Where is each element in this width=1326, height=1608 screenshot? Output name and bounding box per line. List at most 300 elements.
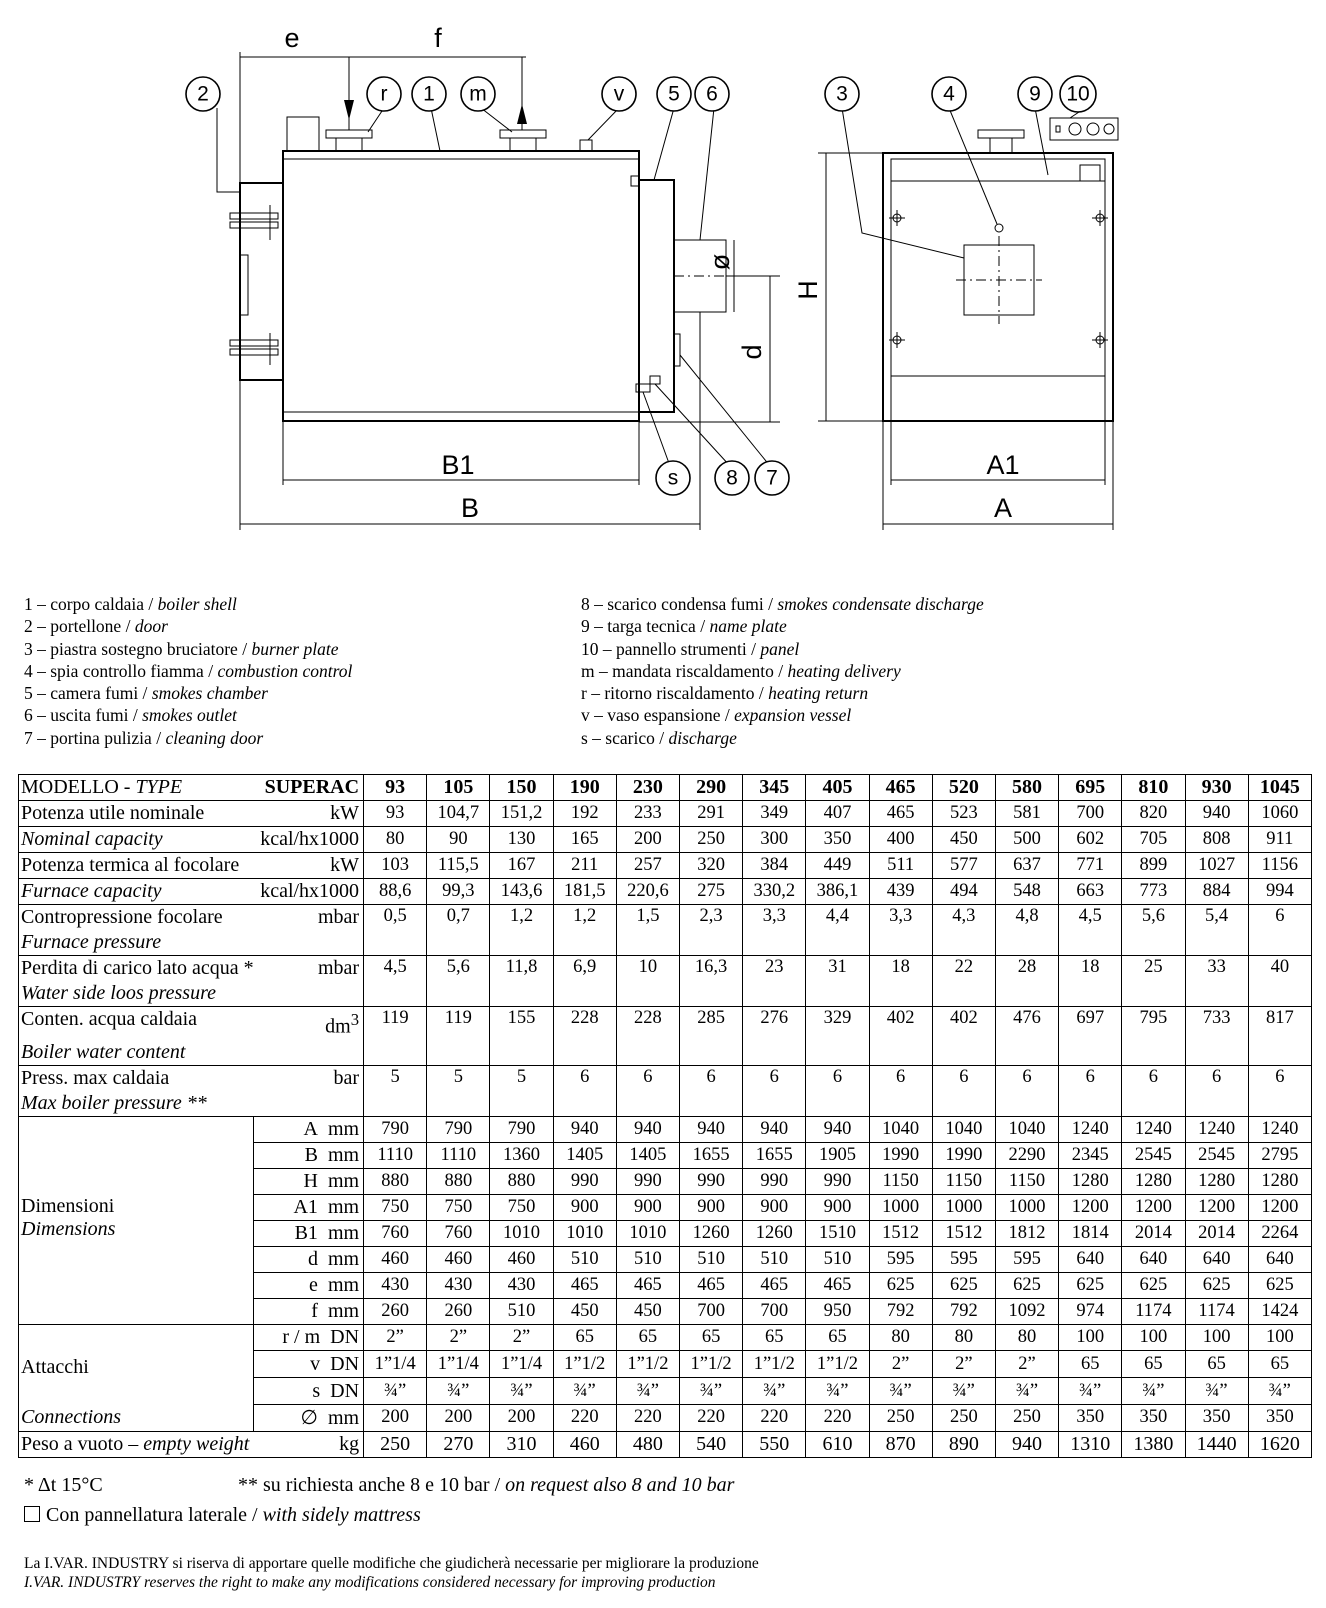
- table-cell: 1”1/4: [490, 1351, 553, 1378]
- row-label: r / m DN: [253, 1324, 363, 1351]
- table-cell: 220: [680, 1404, 743, 1431]
- table-cell: 1280: [1248, 1168, 1311, 1194]
- table-cell: 1200: [1248, 1194, 1311, 1220]
- legend-item: 1 – corpo caldaia / boiler shell: [24, 594, 237, 614]
- table-cell: 1010: [490, 1220, 553, 1246]
- table-cell: 880: [427, 1168, 490, 1194]
- callout-2: [186, 77, 220, 111]
- table-cell: 0,5: [364, 905, 427, 956]
- table-cell: 65: [1248, 1351, 1311, 1378]
- legend-right-column: [581, 593, 984, 749]
- table-cell: 1990: [932, 1142, 995, 1168]
- dim-h-label: H: [793, 280, 823, 300]
- table-cell: 3,3: [869, 905, 932, 956]
- table-cell: 1200: [1122, 1194, 1185, 1220]
- table-cell: 602: [1059, 827, 1122, 853]
- disclaimer: [24, 1554, 759, 1592]
- table-cell: 1200: [1059, 1194, 1122, 1220]
- table-cell: 1200: [1185, 1194, 1248, 1220]
- table-cell: 65: [1059, 1351, 1122, 1378]
- legend-item: m – mandata riscaldamento / heating delivery: [581, 660, 901, 681]
- model-header: 580: [995, 775, 1058, 801]
- table-cell: 386,1: [806, 879, 869, 905]
- table-cell: 899: [1122, 853, 1185, 879]
- table-cell: 940: [995, 1431, 1058, 1457]
- table-cell: 233: [616, 801, 679, 827]
- table-cell: 900: [616, 1194, 679, 1220]
- table-cell: 1150: [995, 1168, 1058, 1194]
- table-cell: 1”1/2: [553, 1351, 616, 1378]
- table-cell: 700: [743, 1298, 806, 1324]
- table-cell: 65: [680, 1324, 743, 1351]
- table-cell: 540: [680, 1431, 743, 1457]
- technical-drawing: [0, 0, 1326, 560]
- table-cell: 640: [1059, 1246, 1122, 1272]
- table-cell: 65: [743, 1324, 806, 1351]
- table-cell: 950: [806, 1298, 869, 1324]
- callout-s: [656, 461, 690, 495]
- model-header: 345: [743, 775, 806, 801]
- table-cell: 577: [932, 853, 995, 879]
- table-cell: 2”: [427, 1324, 490, 1351]
- table-cell: 733: [1185, 1007, 1248, 1066]
- table-cell: 890: [932, 1431, 995, 1457]
- table-cell: 1010: [553, 1220, 616, 1246]
- table-cell: 511: [869, 853, 932, 879]
- table-cell: 625: [869, 1272, 932, 1298]
- table-cell: 808: [1185, 827, 1248, 853]
- table-cell: 817: [1248, 1007, 1311, 1066]
- table-cell: 510: [616, 1246, 679, 1272]
- table-cell: 260: [364, 1298, 427, 1324]
- table-cell: 4,3: [932, 905, 995, 956]
- callout-5: [657, 77, 691, 111]
- table-cell: 400: [869, 827, 932, 853]
- table-cell: 5: [427, 1065, 490, 1116]
- table-cell: 700: [1059, 801, 1122, 827]
- row-label: A1 mm: [253, 1194, 363, 1220]
- table-cell: 407: [806, 801, 869, 827]
- table-cell: 6: [1059, 1065, 1122, 1116]
- table-cell: 350: [1185, 1404, 1248, 1431]
- table-cell: 637: [995, 853, 1058, 879]
- table-cell: 595: [869, 1246, 932, 1272]
- table-cell: 119: [427, 1007, 490, 1066]
- row-label: Potenza termica al focolare kW: [19, 853, 364, 879]
- row-label: A mm: [253, 1116, 363, 1142]
- table-cell: 285: [680, 1007, 743, 1066]
- table-row: [19, 801, 1312, 827]
- table-cell: 143,6: [490, 879, 553, 905]
- table-cell: ¾”: [1122, 1378, 1185, 1405]
- table-cell: 220: [806, 1404, 869, 1431]
- table-cell: 6: [1122, 1065, 1185, 1116]
- table-cell: 663: [1059, 879, 1122, 905]
- table-cell: 11,8: [490, 956, 553, 1007]
- callout-7: [755, 461, 789, 495]
- table-cell: 181,5: [553, 879, 616, 905]
- table-cell: 228: [553, 1007, 616, 1066]
- table-cell: 31: [806, 956, 869, 1007]
- legend-left-column: [24, 593, 352, 749]
- table-cell: 465: [743, 1272, 806, 1298]
- table-cell: 65: [553, 1324, 616, 1351]
- table-cell: 760: [364, 1220, 427, 1246]
- table-cell: 65: [806, 1324, 869, 1351]
- row-label: Nominal capacity kcal/hx1000: [19, 827, 364, 853]
- table-cell: 5: [364, 1065, 427, 1116]
- callout-1: [412, 77, 446, 111]
- dim-a-label: A: [993, 493, 1013, 523]
- row-label: Contropressione focolare mbar Furnace pressure: [19, 905, 364, 956]
- table-cell: 18: [869, 956, 932, 1007]
- callout-v: [602, 77, 636, 111]
- table-cell: 990: [743, 1168, 806, 1194]
- table-cell: 300: [743, 827, 806, 853]
- table-cell: 625: [1122, 1272, 1185, 1298]
- table-cell: 595: [995, 1246, 1058, 1272]
- header-label: MODELLO - TYPE SUPERAC: [19, 775, 364, 801]
- table-cell: 6: [680, 1065, 743, 1116]
- table-cell: 940: [553, 1116, 616, 1142]
- dim-phi-label: ø: [705, 253, 735, 271]
- table-cell: 1260: [680, 1220, 743, 1246]
- callout-r: [367, 77, 401, 111]
- row-label: B mm: [253, 1142, 363, 1168]
- table-cell: 1000: [869, 1194, 932, 1220]
- table-cell: 350: [1248, 1404, 1311, 1431]
- table-cell: 165: [553, 827, 616, 853]
- row-label: Peso a vuoto – empty weight kg: [19, 1431, 364, 1457]
- table-cell: 28: [995, 956, 1058, 1007]
- svg-text:4: 4: [943, 82, 955, 106]
- table-cell: 480: [616, 1431, 679, 1457]
- table-cell: 6: [743, 1065, 806, 1116]
- table-cell: 795: [1122, 1007, 1185, 1066]
- table-row r2: [19, 956, 1312, 1007]
- table-cell: 5,4: [1185, 905, 1248, 956]
- table-cell: 65: [1122, 1351, 1185, 1378]
- table-cell: 200: [427, 1404, 490, 1431]
- table-cell: 6: [1248, 905, 1311, 956]
- table-cell: 1280: [1185, 1168, 1248, 1194]
- legend-item: r – ritorno riscaldamento / heating return: [581, 683, 869, 704]
- table-cell: 465: [680, 1272, 743, 1298]
- table-cell: 100: [1059, 1324, 1122, 1351]
- svg-text:6: 6: [706, 82, 718, 106]
- table-cell: 439: [869, 879, 932, 905]
- dim-d-label: d: [737, 344, 767, 360]
- table-cell: ¾”: [490, 1378, 553, 1405]
- table-cell: 1,2: [553, 905, 616, 956]
- table-cell: 349: [743, 801, 806, 827]
- table-cell: 250: [364, 1431, 427, 1457]
- table-cell: 220: [616, 1404, 679, 1431]
- table-row: [19, 827, 1312, 853]
- table-cell: 5,6: [427, 956, 490, 1007]
- table-cell: 1990: [869, 1142, 932, 1168]
- table-cell: 6: [806, 1065, 869, 1116]
- table-cell: ¾”: [932, 1378, 995, 1405]
- table-cell: ¾”: [1185, 1378, 1248, 1405]
- model-header: 190: [553, 775, 616, 801]
- model-header: 405: [806, 775, 869, 801]
- table-cell: 465: [616, 1272, 679, 1298]
- table-cell: 1”1/4: [427, 1351, 490, 1378]
- table-cell: 974: [1059, 1298, 1122, 1324]
- checkbox-icon: [24, 1506, 40, 1522]
- row-label: e mm: [253, 1272, 363, 1298]
- svg-text:1: 1: [423, 82, 435, 106]
- table-cell: 1905: [806, 1142, 869, 1168]
- table-cell: 494: [932, 879, 995, 905]
- row-label: d mm: [253, 1246, 363, 1272]
- svg-text:m: m: [469, 82, 487, 106]
- table-cell: 990: [680, 1168, 743, 1194]
- table-cell: 104,7: [427, 801, 490, 827]
- table-cell: 100: [1185, 1324, 1248, 1351]
- table-cell: 1405: [553, 1142, 616, 1168]
- table-cell: 155: [490, 1007, 553, 1066]
- table-cell: 510: [806, 1246, 869, 1272]
- callout-m: [461, 77, 495, 111]
- table-cell: 430: [427, 1272, 490, 1298]
- table-cell: 900: [743, 1194, 806, 1220]
- table-cell: 548: [995, 879, 1058, 905]
- callout-6: [695, 77, 729, 111]
- table-cell: 6: [932, 1065, 995, 1116]
- table-cell: 900: [553, 1194, 616, 1220]
- table-cell: 80: [932, 1324, 995, 1351]
- table-cell: 460: [364, 1246, 427, 1272]
- table-cell: 167: [490, 853, 553, 879]
- table-cell: 2”: [995, 1351, 1058, 1378]
- table-cell: 2”: [869, 1351, 932, 1378]
- table-cell: 1360: [490, 1142, 553, 1168]
- legend-item: 5 – camera fumi / smokes chamber: [24, 683, 268, 704]
- table-cell: 820: [1122, 801, 1185, 827]
- table-cell: 900: [806, 1194, 869, 1220]
- svg-text:8: 8: [726, 466, 738, 490]
- row-label: Furnace capacity kcal/hx1000: [19, 879, 364, 905]
- table-cell: 1424: [1248, 1298, 1311, 1324]
- table-cell: 510: [743, 1246, 806, 1272]
- row-label: Press. max caldaia bar Max boiler pressure **: [19, 1065, 364, 1116]
- table-cell: 0,7: [427, 905, 490, 956]
- table-cell: 220,6: [616, 879, 679, 905]
- table-cell: 1512: [869, 1220, 932, 1246]
- table-cell: 6: [553, 1065, 616, 1116]
- model-header: 230: [616, 775, 679, 801]
- table-cell: 750: [490, 1194, 553, 1220]
- table-cell: 1”1/4: [364, 1351, 427, 1378]
- table-cell: 792: [932, 1298, 995, 1324]
- table-cell: 460: [490, 1246, 553, 1272]
- table-cell: 151,2: [490, 801, 553, 827]
- table-cell: 940: [1185, 801, 1248, 827]
- table-cell: 291: [680, 801, 743, 827]
- table-cell: 2264: [1248, 1220, 1311, 1246]
- model-header: 520: [932, 775, 995, 801]
- table-cell: 2”: [932, 1351, 995, 1378]
- table-cell: 1174: [1185, 1298, 1248, 1324]
- table-cell: 500: [995, 827, 1058, 853]
- note-side-panel: Con pannellatura laterale / with sidely mattress: [24, 1504, 421, 1527]
- table-cell: 790: [427, 1116, 490, 1142]
- table-cell: 23: [743, 956, 806, 1007]
- table-cell: ¾”: [553, 1378, 616, 1405]
- table-cell: 1440: [1185, 1431, 1248, 1457]
- spec-table-body: [19, 775, 1312, 1458]
- table-cell: 1620: [1248, 1431, 1311, 1457]
- svg-text:r: r: [380, 82, 388, 106]
- table-cell: 1512: [932, 1220, 995, 1246]
- table-cell: 1655: [743, 1142, 806, 1168]
- note-delta-t: * Δt 15°C: [24, 1474, 103, 1496]
- legend-item: 7 – portina pulizia / cleaning door: [24, 727, 264, 748]
- table-cell: 880: [490, 1168, 553, 1194]
- callout-3: [825, 77, 859, 111]
- svg-text:10: 10: [1066, 82, 1090, 106]
- table-cell: 211: [553, 853, 616, 879]
- table-cell: 1240: [1248, 1116, 1311, 1142]
- table-cell: 6: [616, 1065, 679, 1116]
- table-cell: 450: [616, 1298, 679, 1324]
- table-cell: 250: [995, 1404, 1058, 1431]
- table-cell: 250: [932, 1404, 995, 1431]
- table-cell: 90: [427, 827, 490, 853]
- model-header: 290: [680, 775, 743, 801]
- table-cell: 100: [1248, 1324, 1311, 1351]
- table-cell: 510: [490, 1298, 553, 1324]
- table-cell: 80: [364, 827, 427, 853]
- table-cell: 625: [1185, 1272, 1248, 1298]
- svg-text:3: 3: [836, 82, 848, 106]
- table-cell: 640: [1248, 1246, 1311, 1272]
- table-cell: 276: [743, 1007, 806, 1066]
- table-cell: 22: [932, 956, 995, 1007]
- table-cell: 1156: [1248, 853, 1311, 879]
- table-cell: 10: [616, 956, 679, 1007]
- table-cell: 1280: [1122, 1168, 1185, 1194]
- model-header: 150: [490, 775, 553, 801]
- table-cell: 1”1/2: [616, 1351, 679, 1378]
- svg-text:2: 2: [197, 82, 209, 106]
- table-cell: 476: [995, 1007, 1058, 1066]
- model-header: 93: [364, 775, 427, 801]
- dim-f-label: f: [434, 23, 442, 53]
- table-cell: 994: [1248, 879, 1311, 905]
- table-cell: 6: [995, 1065, 1058, 1116]
- table-cell: 1040: [995, 1116, 1058, 1142]
- row-label: B1 mm: [253, 1220, 363, 1246]
- table-cell: 1110: [364, 1142, 427, 1168]
- table-cell: 1,5: [616, 905, 679, 956]
- table-cell: 790: [490, 1116, 553, 1142]
- table-cell: 430: [490, 1272, 553, 1298]
- model-header: 1045: [1248, 775, 1311, 801]
- table-cell: 460: [427, 1246, 490, 1272]
- callout-10: [1060, 76, 1096, 112]
- svg-text:5: 5: [668, 82, 680, 106]
- table-cell: 6: [1248, 1065, 1311, 1116]
- table-cell: ¾”: [616, 1378, 679, 1405]
- table-cell: 257: [616, 853, 679, 879]
- callout-4: [932, 77, 966, 111]
- table-cell: ¾”: [995, 1378, 1058, 1405]
- table-cell: 200: [364, 1404, 427, 1431]
- row-label: H mm: [253, 1168, 363, 1194]
- table-cell: 2”: [364, 1324, 427, 1351]
- table-cell: ¾”: [1059, 1378, 1122, 1405]
- dim-e-label: e: [284, 23, 300, 53]
- table-cell: 1092: [995, 1298, 1058, 1324]
- table-cell: 790: [364, 1116, 427, 1142]
- table-cell: 329: [806, 1007, 869, 1066]
- table-cell: 1510: [806, 1220, 869, 1246]
- table-cell: 1240: [1059, 1116, 1122, 1142]
- table-cell: 115,5: [427, 853, 490, 879]
- table-cell: 1380: [1122, 1431, 1185, 1457]
- model-header: 930: [1185, 775, 1248, 801]
- table-cell: 1240: [1185, 1116, 1248, 1142]
- table-row r2: [19, 1007, 1312, 1066]
- table-cell: 6: [1185, 1065, 1248, 1116]
- group-label: Dimensioni Dimensions: [19, 1116, 254, 1324]
- table-cell: 465: [806, 1272, 869, 1298]
- table-cell: 449: [806, 853, 869, 879]
- table-cell: 581: [995, 801, 1058, 827]
- table-cell: 625: [995, 1272, 1058, 1298]
- table-cell: 1150: [869, 1168, 932, 1194]
- table-cell: 1,2: [490, 905, 553, 956]
- svg-text:v: v: [613, 82, 625, 106]
- dim-a1-label: A1: [986, 450, 1020, 480]
- table-cell: 1”1/2: [680, 1351, 743, 1378]
- table-cell: 750: [364, 1194, 427, 1220]
- legend-item: s – scarico / discharge: [581, 727, 737, 748]
- table-cell: 705: [1122, 827, 1185, 853]
- table-cell: 5: [490, 1065, 553, 1116]
- table-cell: 119: [364, 1007, 427, 1066]
- front-view: [793, 118, 1118, 530]
- table-cell: ¾”: [364, 1378, 427, 1405]
- table-cell: 270: [427, 1431, 490, 1457]
- row-label: Perdita di carico lato acqua * mbar Water side loos pressure: [19, 956, 364, 1007]
- table-cell: 100: [1122, 1324, 1185, 1351]
- table-cell: 80: [995, 1324, 1058, 1351]
- table-cell: 330,2: [743, 879, 806, 905]
- legend-item: 6 – uscita fumi / smokes outlet: [24, 705, 237, 726]
- table-header-row: [19, 775, 1312, 801]
- table-cell: 1010: [616, 1220, 679, 1246]
- table-cell: 250: [869, 1404, 932, 1431]
- model-header: 465: [869, 775, 932, 801]
- table-cell: 260: [427, 1298, 490, 1324]
- table-cell: 350: [1059, 1404, 1122, 1431]
- table-cell: 3,3: [743, 905, 806, 956]
- table-cell: 940: [806, 1116, 869, 1142]
- table-cell: 460: [553, 1431, 616, 1457]
- table-cell: 80: [869, 1324, 932, 1351]
- table-cell: ¾”: [427, 1378, 490, 1405]
- table-cell: 2014: [1185, 1220, 1248, 1246]
- legend-item: 9 – targa tecnica / name plate: [581, 616, 787, 637]
- table-cell: 880: [364, 1168, 427, 1194]
- table-cell: 2545: [1122, 1142, 1185, 1168]
- table-cell: 773: [1122, 879, 1185, 905]
- table-cell: 697: [1059, 1007, 1122, 1066]
